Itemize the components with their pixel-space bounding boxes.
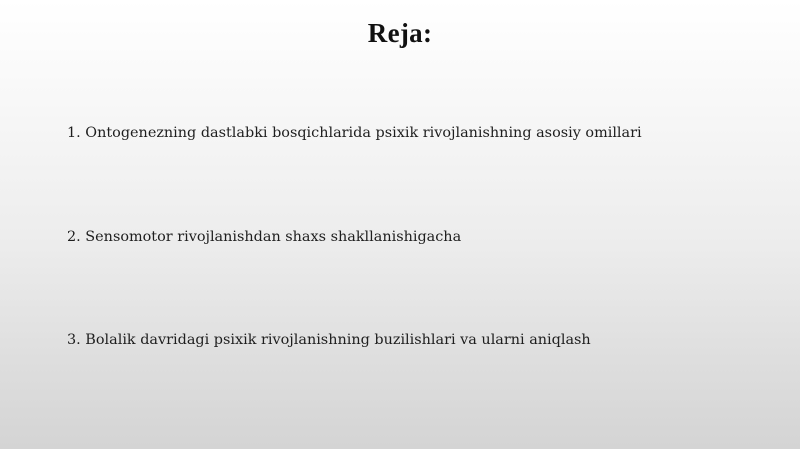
plan-item: 2. Sensomotor rivojlanishdan shaxs shakllanishigacha xyxy=(67,229,462,245)
plan-item: 1. Ontogenezning dastlabki bosqichlarida psixik rivojlanishning asosiy omillari xyxy=(67,125,642,141)
plan-item: 3. Bolalik davridagi psixik rivojlanishning buzilishlari va ularni aniqlash xyxy=(67,332,591,348)
slide-title: Reja: xyxy=(367,18,433,48)
